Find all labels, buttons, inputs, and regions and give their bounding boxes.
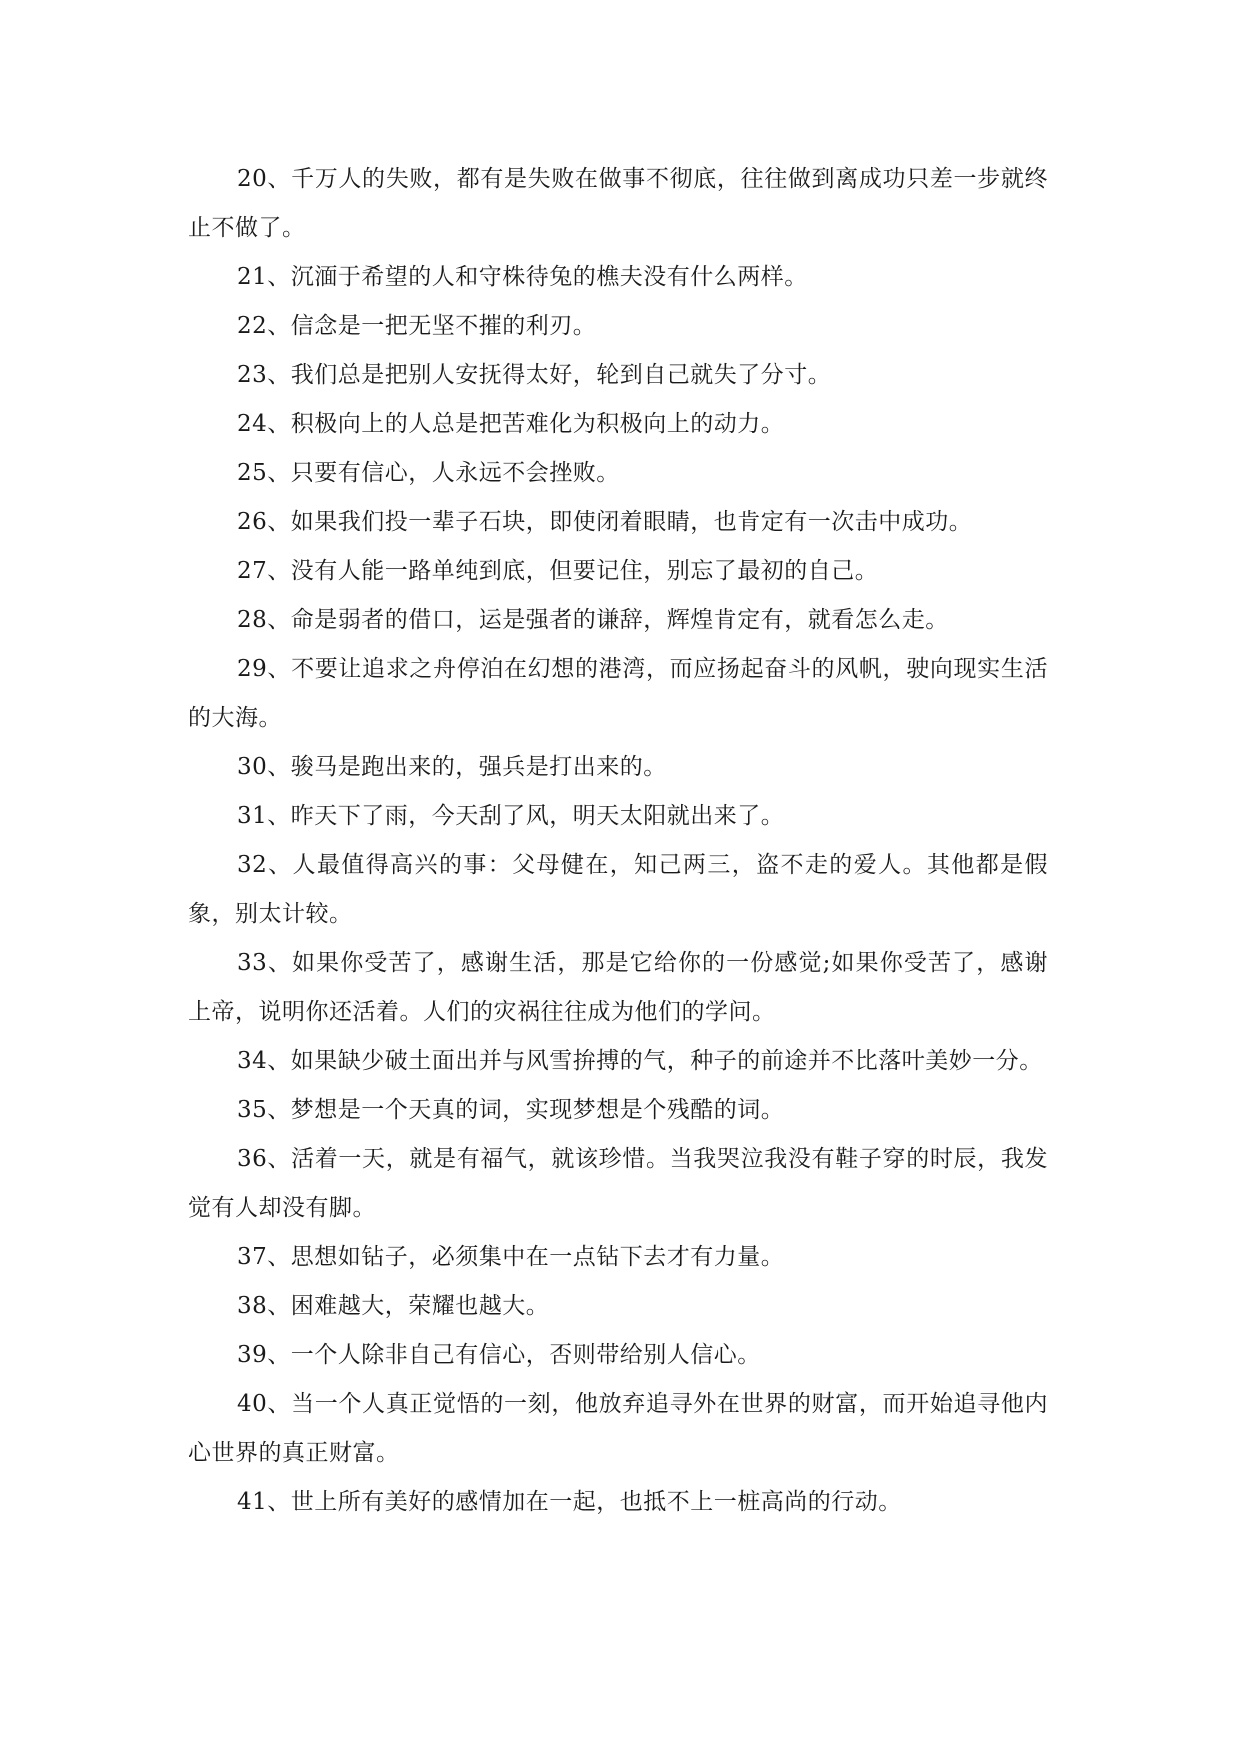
paragraph-36: 36、活着一天，就是有福气，就该珍惜。当我哭泣我没有鞋子穿的时辰，我发觉有人却没有脚。 xyxy=(188,1146,1048,1221)
paragraph-33: 33、如果你受苦了，感谢生活，那是它给你的一份感觉;如果你受苦了，感谢上帝，说明你还活着。人们的灾祸往往成为他们的学问。 xyxy=(188,950,1048,1025)
paragraph-25: 25、只要有信心，人永远不会挫败。 xyxy=(237,460,620,486)
paragraph-28: 28、命是弱者的借口，运是强者的谦辞，辉煌肯定有，就看怎么走。 xyxy=(237,607,949,633)
paragraph-30: 30、骏马是跑出来的，强兵是打出来的。 xyxy=(237,754,667,780)
paragraph-26: 26、如果我们投一辈子石块，即使闭着眼睛，也肯定有一次击中成功。 xyxy=(237,509,973,535)
paragraph-20: 20、千万人的失败，都有是失败在做事不彻底，往往做到离成功只差一步就终止不做了。 xyxy=(188,166,1048,241)
document-body xyxy=(188,155,1048,1527)
paragraph-23: 23、我们总是把别人安抚得太好，轮到自己就失了分寸。 xyxy=(237,362,832,388)
paragraph-32: 32、人最值得高兴的事：父母健在，知己两三，盗不走的爱人。其他都是假象，别太计较。 xyxy=(188,852,1048,927)
paragraph-21: 21、沉湎于希望的人和守株待兔的樵夫没有什么两样。 xyxy=(237,264,808,290)
paragraph-31: 31、昨天下了雨，今天刮了风，明天太阳就出来了。 xyxy=(237,803,785,829)
paragraph-40: 40、当一个人真正觉悟的一刻，他放弃追寻外在世界的财富，而开始追寻他内心世界的真正财富。 xyxy=(188,1391,1048,1466)
paragraph-29: 29、不要让追求之舟停泊在幻想的港湾，而应扬起奋斗的风帆，驶向现实生活的大海。 xyxy=(188,656,1048,731)
paragraph-22: 22、信念是一把无坚不摧的利刃。 xyxy=(237,313,597,339)
paragraph-39: 39、一个人除非自己有信心，否则带给别人信心。 xyxy=(237,1342,761,1368)
paragraph-37: 37、思想如钻子，必须集中在一点钻下去才有力量。 xyxy=(237,1244,785,1270)
paragraph-38: 38、困难越大，荣耀也越大。 xyxy=(237,1293,550,1319)
paragraph-24: 24、积极向上的人总是把苦难化为积极向上的动力。 xyxy=(237,411,785,437)
paragraph-27: 27、没有人能一路单纯到底，但要记住，别忘了最初的自己。 xyxy=(237,558,879,584)
paragraph-35: 35、梦想是一个天真的词，实现梦想是个残酷的词。 xyxy=(237,1097,785,1123)
paragraph-41: 41、世上所有美好的感情加在一起，也抵不上一桩高尚的行动。 xyxy=(237,1489,902,1515)
paragraph-34: 34、如果缺少破土面出并与风雪拚搏的气，种子的前途并不比落叶美妙一分。 xyxy=(237,1048,1043,1074)
